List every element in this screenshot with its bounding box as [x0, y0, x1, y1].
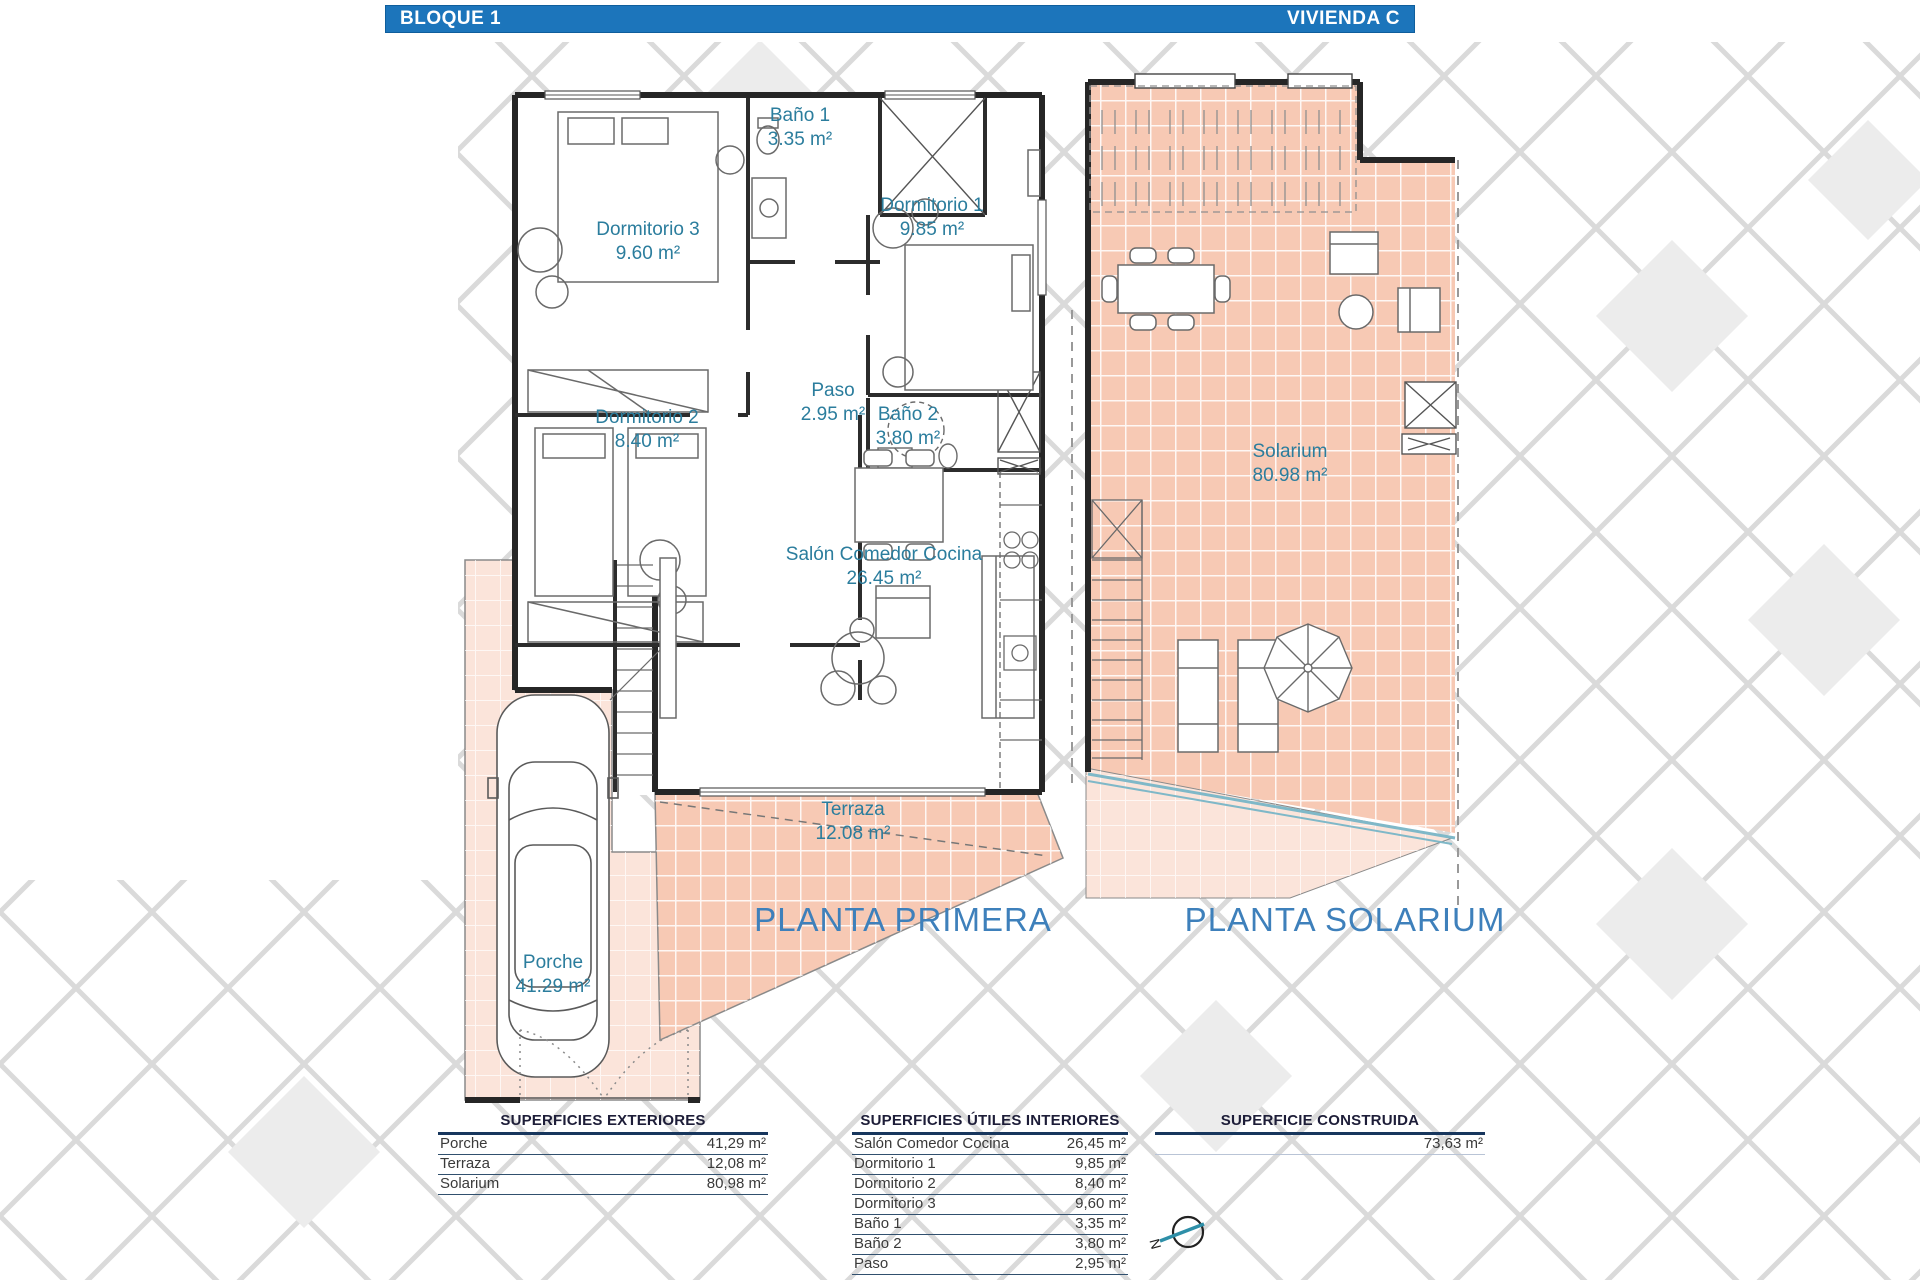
row-value: 12,08 m²: [706, 1155, 766, 1172]
row-value: 41,29 m²: [706, 1135, 766, 1152]
row-label: Paso: [854, 1255, 889, 1272]
row-label: Dormitorio 3: [854, 1195, 936, 1212]
row-label: Baño 1: [854, 1215, 902, 1232]
table-rows: [1155, 1135, 1485, 1155]
row-label: Dormitorio 2: [854, 1175, 936, 1192]
row-label: Porche: [440, 1135, 488, 1152]
room-label: Terraza 12.08 m²: [815, 799, 891, 844]
table-row: [438, 1175, 768, 1195]
table-row: [438, 1155, 768, 1175]
room-label: Baño 1 3.35 m²: [767, 105, 833, 150]
plan-title-primera: PLANTA PRIMERA: [754, 901, 1052, 938]
dwelling-label: VIVIENDA C: [1286, 8, 1400, 29]
row-value: 80,98 m²: [706, 1175, 766, 1192]
room-label: Solarium 80.98 m²: [1252, 441, 1328, 486]
room-label: Dormitorio 1 9.85 m²: [880, 195, 984, 240]
built-surface-table: [1155, 1112, 1485, 1155]
table-row: [852, 1235, 1128, 1255]
room-label: Porche 41.29 m²: [515, 952, 591, 997]
row-value: 3,80 m²: [1075, 1235, 1126, 1252]
shaft-icon: [1402, 382, 1456, 454]
block-label: BLOQUE 1: [400, 8, 502, 29]
row-value: 26,45 m²: [1066, 1135, 1126, 1152]
table-row: [852, 1255, 1128, 1275]
row-value: 8,40 m²: [1075, 1175, 1126, 1192]
table-rows: [438, 1135, 768, 1195]
umbrella-icon: [1264, 624, 1352, 712]
row-label: Dormitorio 1: [854, 1155, 936, 1172]
row-label: Terraza: [440, 1155, 491, 1172]
plan-title-solarium: PLANTA SOLARIUM: [1184, 901, 1506, 938]
exterior-surfaces-table: [438, 1112, 768, 1195]
compass-north-label: N: [1146, 1237, 1165, 1251]
plan-solarium-drawing: [1086, 74, 1458, 905]
table-row: [852, 1195, 1128, 1215]
title-bar: [385, 5, 1415, 33]
table-row: [852, 1215, 1128, 1235]
table-row: [438, 1135, 768, 1155]
table-row: [1155, 1135, 1485, 1155]
row-label: Solarium: [440, 1175, 500, 1192]
table-row: [852, 1175, 1128, 1195]
table-title: SUPERFICIES ÚTILES INTERIORES: [852, 1112, 1128, 1135]
table-title: SUPERFICIE CONSTRUIDA: [1155, 1112, 1485, 1135]
car-icon: [488, 695, 618, 1077]
row-value: 2,95 m²: [1075, 1255, 1126, 1272]
row-value: 9,60 m²: [1075, 1195, 1126, 1212]
table-row: [852, 1155, 1128, 1175]
row-value: 73,63 m²: [1423, 1135, 1483, 1152]
row-label: Salón Comedor Cocina: [854, 1135, 1010, 1152]
row-value: 9,85 m²: [1075, 1155, 1126, 1172]
table-title: SUPERFICIES EXTERIORES: [438, 1112, 768, 1135]
table-row: [852, 1135, 1128, 1155]
room-label: Dormitorio 3 9.60 m²: [596, 219, 700, 264]
interior-surfaces-table: [852, 1112, 1128, 1275]
room-label: Baño 2 3.80 m²: [875, 404, 941, 449]
row-label: Baño 2: [854, 1235, 902, 1252]
table-rows: [852, 1135, 1128, 1275]
room-label: Salón Comedor Cocina 26.45 m²: [785, 544, 983, 589]
room-label: Dormitorio 2 8.40 m²: [595, 407, 699, 452]
row-value: 3,35 m²: [1075, 1215, 1126, 1232]
room-label: Paso 2.95 m²: [800, 380, 866, 425]
